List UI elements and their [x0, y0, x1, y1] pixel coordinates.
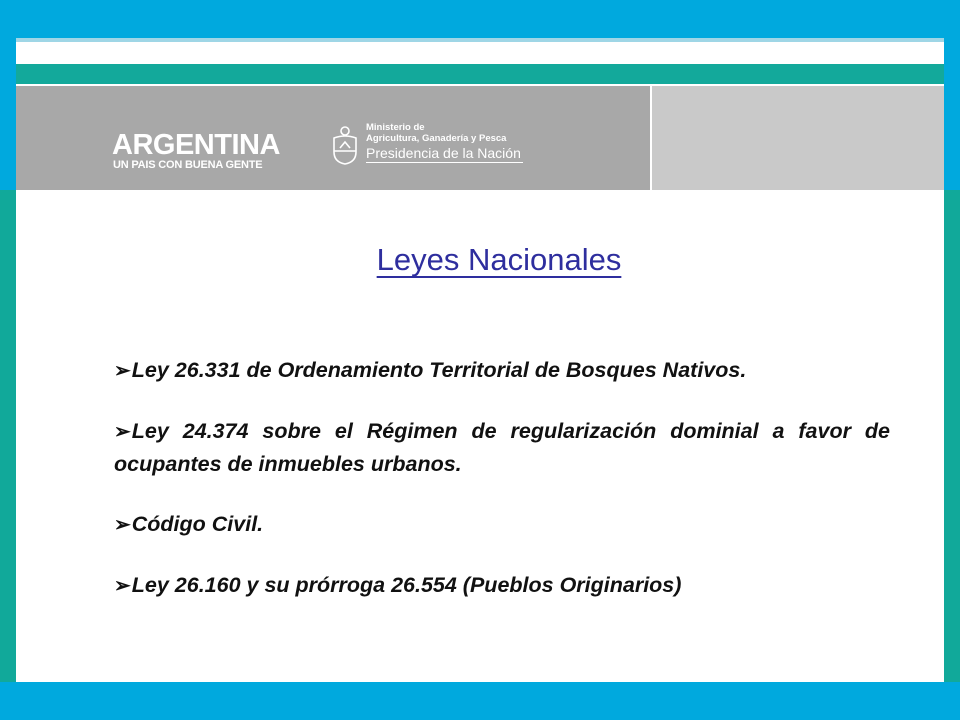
ministry-name-line2: Agricultura, Ganadería y Pesca: [366, 133, 507, 144]
arrowhead-bullet-icon: ➢: [114, 360, 131, 382]
law-text: Ley 24.374 sobre el Régimen de regularización dominial a favor de ocupantes de inmuebles urbanos.: [114, 419, 890, 476]
presidency-label: Presidencia de la Nación: [366, 145, 521, 161]
arrowhead-bullet-icon: ➢: [114, 575, 131, 597]
teal-header-bar: [16, 64, 944, 84]
ministry-text: [366, 122, 523, 163]
law-text: Ley 26.160 y su prórroga 26.554 (Pueblos Originarios): [131, 573, 682, 597]
ministry-name-line1: Ministerio de: [366, 122, 425, 133]
bottom-strip: [0, 682, 960, 720]
slide-top-edge: [16, 38, 944, 42]
law-item: [114, 415, 890, 480]
law-list: [114, 354, 890, 630]
law-item: [114, 569, 890, 602]
slide-title: Leyes Nacionales: [376, 242, 622, 277]
ministry-logo: [330, 122, 560, 172]
arrowhead-bullet-icon: ➢: [114, 421, 131, 443]
logo-tagline: UN PAIS CON BUENA GENTE: [113, 159, 263, 171]
law-item: [114, 354, 890, 387]
law-text: Ley 26.331 de Ordenamiento Territorial de Bosques Nativos.: [131, 358, 747, 382]
logo-word: ARGENTINA: [112, 129, 280, 161]
coat-of-arms-icon: [330, 124, 360, 166]
law-text: Código Civil.: [131, 512, 264, 536]
slide: [16, 38, 944, 682]
argentina-logo: [112, 130, 312, 170]
arrowhead-bullet-icon: ➢: [114, 514, 131, 536]
grey-header-right-panel: [652, 86, 944, 190]
law-item: [114, 508, 890, 541]
